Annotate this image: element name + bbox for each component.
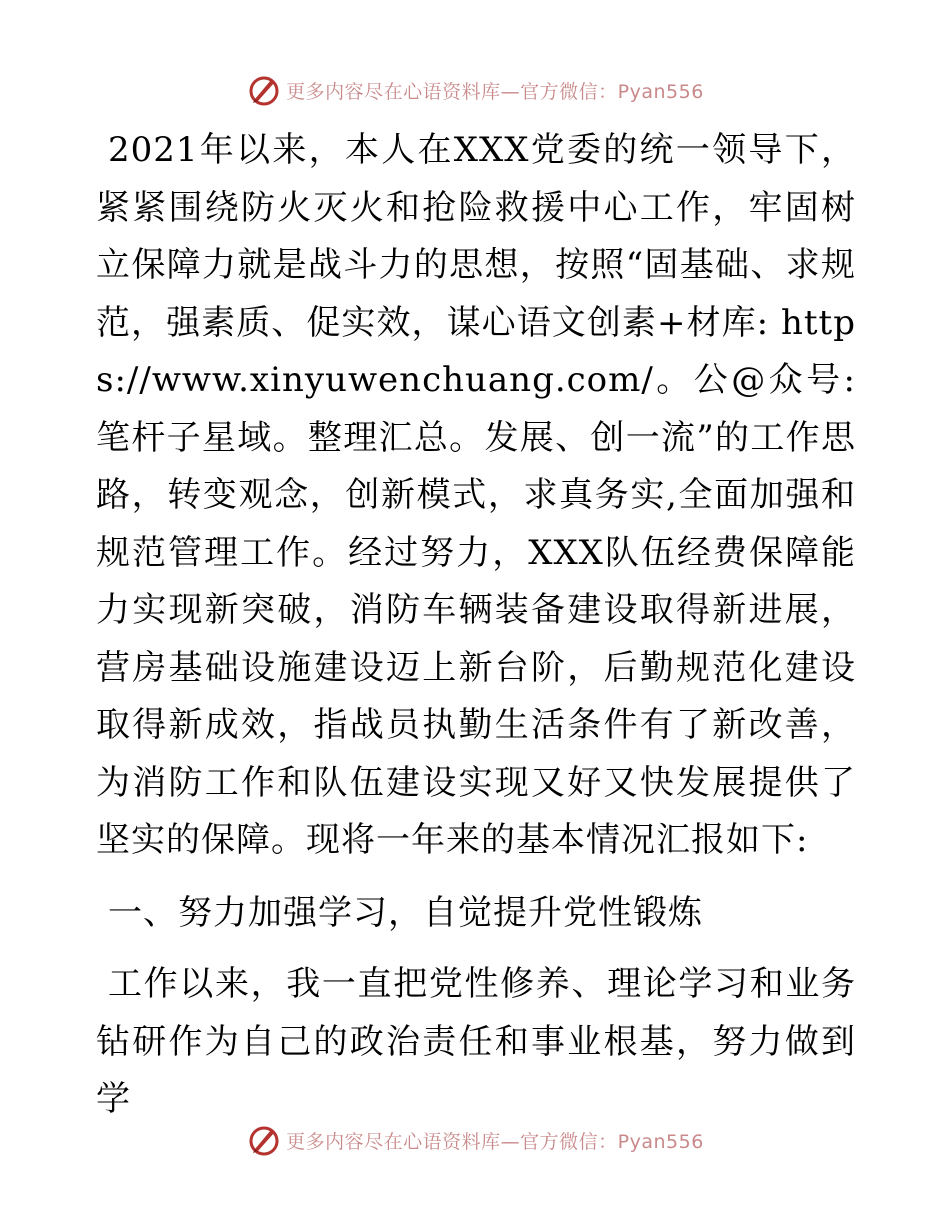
paragraph-section-1: 工作以来，我一直把党性修养、理论学习和业务钻研作为自己的政治责任和事业根基，努力做到学 [96, 964, 856, 1119]
section-heading-1: 一、努力加强学习，自觉提升党性锻炼 [108, 892, 703, 933]
quill-pen-logo-icon [246, 1122, 282, 1158]
paragraph-intro: 2021年以来，本人在XXX党委的统一领导下，紧紧围绕防火灭火和抢险救援中心工作，牢固树立保障力就是战斗力的思想，按照“固基础、求规范，强素质、促实效，谋心语文创素+材库: https://www.xinyuwenchuang.com/。公@众号: 笔杆子星域。整理汇总。发展、创一流”的工作思路，转变观念，创新模式，求真务实,全面加强和规范管理工作。经过努力，XXX队伍经费保障能力实现新突破，消防车辆装备建设取得新进展，营房基础设施建设迈上新台阶，后勤规范化建设取得新成效，指战员执勤生活条件有了新改善，为消防工作和队伍建设实现又好又快发展提供了坚实的保障。现将一年来的基本情况汇报如下: [96, 130, 856, 860]
document-body [96, 122, 856, 1129]
watermark-text: 更多内容尽在心语资料库—官方微信：Pyan556 [286, 80, 704, 103]
watermark-text: 更多内容尽在心语资料库—官方微信：Pyan556 [286, 1130, 704, 1153]
watermark-header [0, 70, 950, 110]
quill-pen-logo-icon [246, 72, 282, 108]
watermark-footer [0, 1120, 950, 1160]
